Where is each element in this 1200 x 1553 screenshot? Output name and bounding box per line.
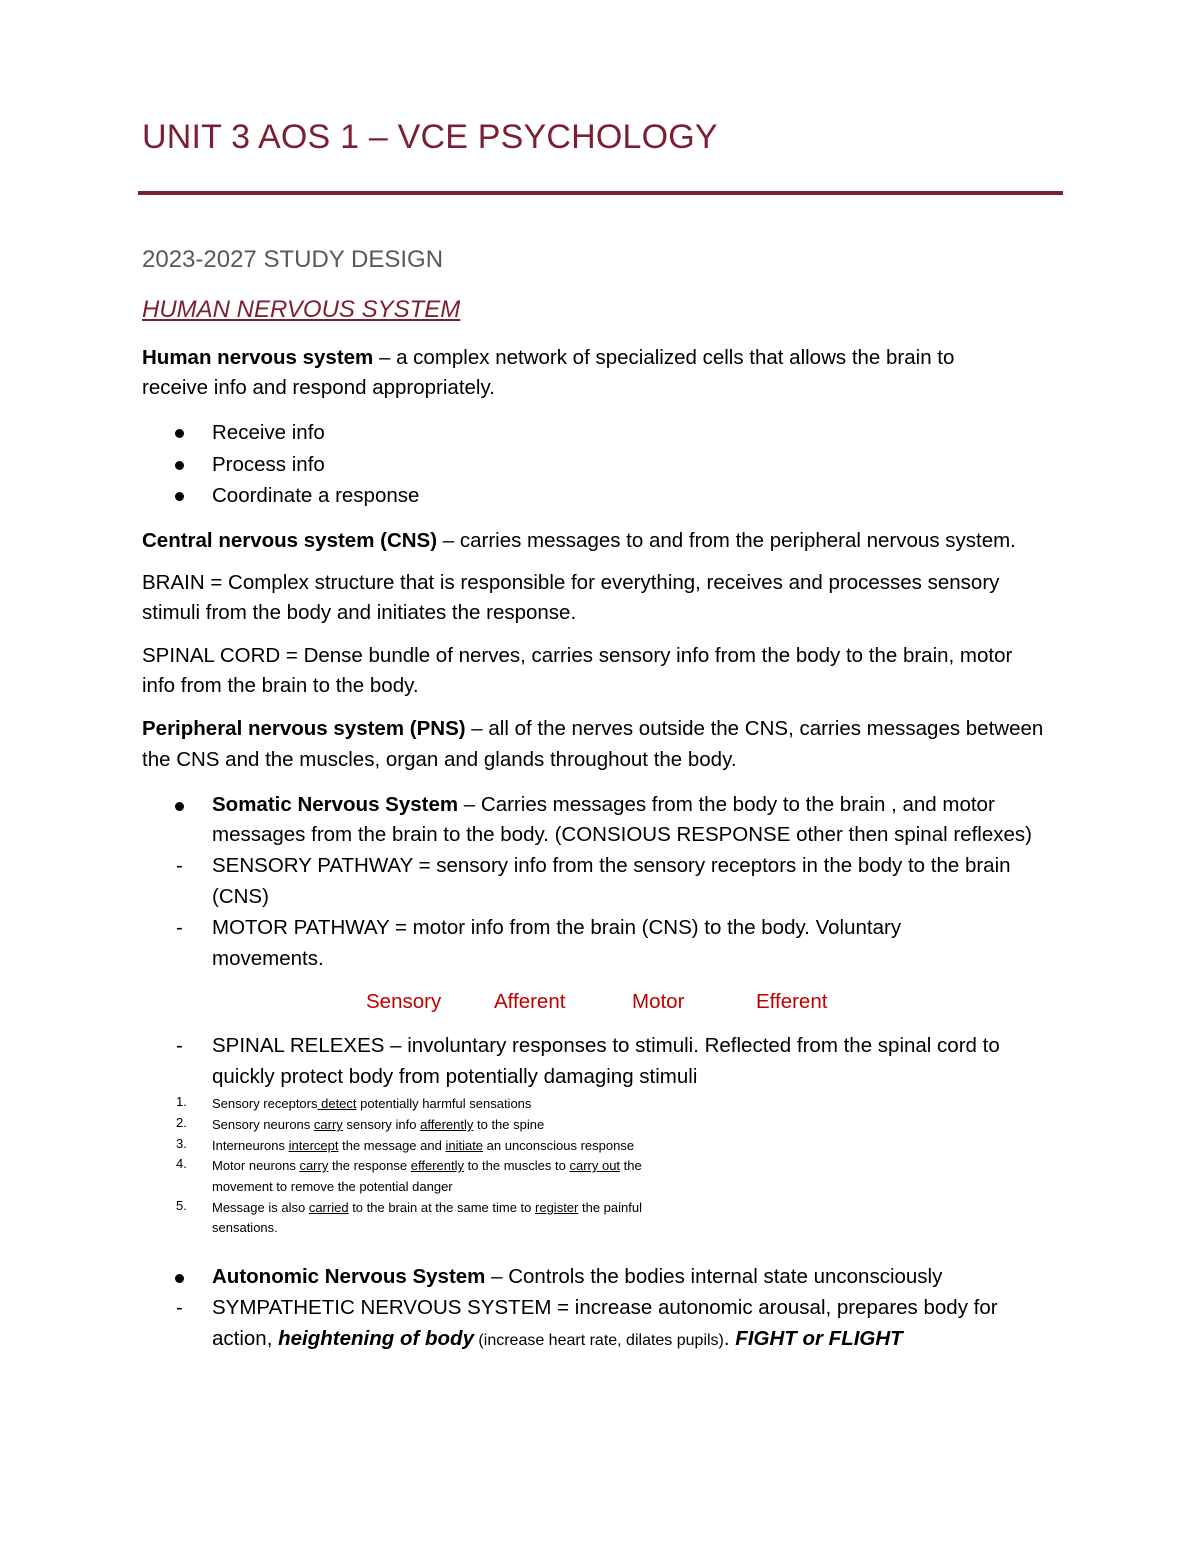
section-heading: HUMAN NERVOUS SYSTEM (142, 296, 461, 323)
keyword-efferent: Efferent (756, 990, 828, 1013)
keyword-sensory: Sensory (366, 990, 442, 1013)
pns-term: Peripheral nervous system (PNS) (142, 717, 466, 740)
step-keyword: efferently (410, 1158, 464, 1173)
pns-definition-line1 (142, 714, 1043, 745)
step-text: Motor neurons (212, 1158, 300, 1173)
step-text: to the spine (473, 1117, 545, 1132)
sympathetic-examples: (increase heart rate, dilates pupils) (473, 1332, 724, 1349)
sympathetic-line1: SYMPATHETIC NERVOUS SYSTEM = increase autonomic arousal, prepares body for (212, 1296, 998, 1319)
sensory-pathway-line1: SENSORY PATHWAY = sensory info from the sensory receptors in the body to the brain (212, 854, 1011, 877)
bullet-icon (175, 492, 184, 501)
hns-definition-line2: receive info and respond appropriately. (142, 376, 495, 399)
hns-def-text: – a complex network of specialized cells that allows the brain to (373, 346, 955, 369)
reflex-step-continued: movement to remove the potential danger (212, 1179, 453, 1194)
reflex-step (212, 1156, 642, 1177)
reflex-step (212, 1136, 634, 1157)
title-divider (138, 191, 1063, 195)
dash-marker: - (176, 916, 183, 939)
step-keyword: register (535, 1200, 579, 1215)
brain-line2: stimuli from the body and initiates the response. (142, 601, 577, 624)
hns-bullet: Coordinate a response (212, 484, 420, 507)
step-keyword: detect (317, 1096, 357, 1111)
autonomic-line (212, 1262, 942, 1293)
spinal-cord-line1: SPINAL CORD = Dense bundle of nerves, carries sensory info from the body to the brain, motor (142, 644, 1013, 667)
dash-marker: - (176, 854, 183, 877)
spinal-cord-line2: info from the brain to the body. (142, 674, 419, 697)
brain-line1: BRAIN = Complex structure that is responsible for everything, receives and processes sensory (142, 571, 1000, 594)
step-keyword: intercept (288, 1138, 339, 1153)
sympathetic-line2 (212, 1324, 903, 1357)
step-text: the response (328, 1158, 411, 1173)
step-number: 3. (176, 1136, 187, 1151)
pns-definition-line2: the CNS and the muscles, organ and glands throughout the body. (142, 748, 737, 771)
reflex-step (212, 1094, 531, 1115)
motor-pathway-line1: MOTOR PATHWAY = motor info from the brain (CNS) to the body. Voluntary (212, 916, 902, 939)
bullet-icon (175, 429, 184, 438)
step-text: Sensory neurons (212, 1117, 314, 1132)
step-keyword: carry out (569, 1158, 621, 1173)
somatic-line1 (212, 790, 995, 821)
step-text: to the muscles to (463, 1158, 570, 1173)
step-number: 5. (176, 1198, 187, 1213)
study-design-subtitle: 2023-2027 STUDY DESIGN (142, 246, 444, 273)
sympathetic-emphasis: heightening of body (278, 1327, 474, 1350)
step-keyword: carry (299, 1158, 329, 1173)
step-keyword: carried (308, 1200, 349, 1215)
step-keyword: initiate (445, 1138, 484, 1153)
step-text: Message is also (212, 1200, 309, 1215)
dash-marker: - (176, 1296, 183, 1319)
step-keyword: afferently (420, 1117, 474, 1132)
cns-def-text: – carries messages to and from the peripheral nervous system. (437, 529, 1016, 552)
motor-pathway-line2: movements. (212, 947, 324, 970)
autonomic-term: Autonomic Nervous System (212, 1265, 486, 1288)
step-number: 2. (176, 1115, 187, 1130)
page-title: UNIT 3 AOS 1 – VCE PSYCHOLOGY (142, 118, 718, 156)
pns-def-text: – all of the nerves outside the CNS, carries messages between (465, 717, 1044, 740)
hns-bullet: Process info (212, 453, 325, 476)
spinal-reflexes-line1: SPINAL RELEXES – involuntary responses to stimuli. Reflected from the spinal cord to (212, 1034, 1000, 1057)
step-text: the painful (578, 1200, 642, 1215)
bullet-icon (175, 461, 184, 470)
keyword-afferent: Afferent (494, 990, 566, 1013)
spinal-reflexes-line2: quickly protect body from potentially damaging stimuli (212, 1065, 698, 1088)
bullet-icon (175, 1274, 184, 1283)
step-keyword: carry (313, 1117, 343, 1132)
somatic-line2: messages from the brain to the body. (CONSIOUS RESPONSE other then spinal reflexes) (212, 823, 1032, 846)
somatic-term: Somatic Nervous System (212, 793, 459, 816)
step-text: to the brain at the same time to (348, 1200, 536, 1215)
step-text: the message and (338, 1138, 446, 1153)
bullet-icon (175, 802, 184, 811)
reflex-step-continued: sensations. (212, 1220, 278, 1235)
step-text: Sensory receptors (212, 1096, 318, 1111)
step-text: the (620, 1158, 642, 1173)
step-number: 4. (176, 1156, 187, 1171)
dash-marker: - (176, 1034, 183, 1057)
step-text: an unconscious response (483, 1138, 635, 1153)
reflex-step (212, 1198, 642, 1219)
sympathetic-pre: action, (212, 1327, 279, 1350)
keyword-motor: Motor (632, 990, 685, 1013)
cns-definition (142, 526, 1016, 557)
hns-definition-line1 (142, 343, 954, 374)
step-number: 1. (176, 1094, 187, 1109)
reflex-step (212, 1115, 544, 1136)
somatic-def-text: – Carries messages from the body to the brain , and motor (458, 793, 995, 816)
step-text: sensory info (342, 1117, 421, 1132)
sensory-pathway-line2: (CNS) (212, 885, 269, 908)
step-text: Interneurons (212, 1138, 289, 1153)
fight-or-flight: FIGHT or FLIGHT (735, 1327, 903, 1350)
cns-term: Central nervous system (CNS) (142, 529, 438, 552)
autonomic-def-text: – Controls the bodies internal state unconsciously (485, 1265, 943, 1288)
sympathetic-dot: . (723, 1327, 736, 1350)
step-text: potentially harmful sensations (356, 1096, 532, 1111)
hns-term: Human nervous system (142, 346, 374, 369)
hns-bullet: Receive info (212, 421, 325, 444)
